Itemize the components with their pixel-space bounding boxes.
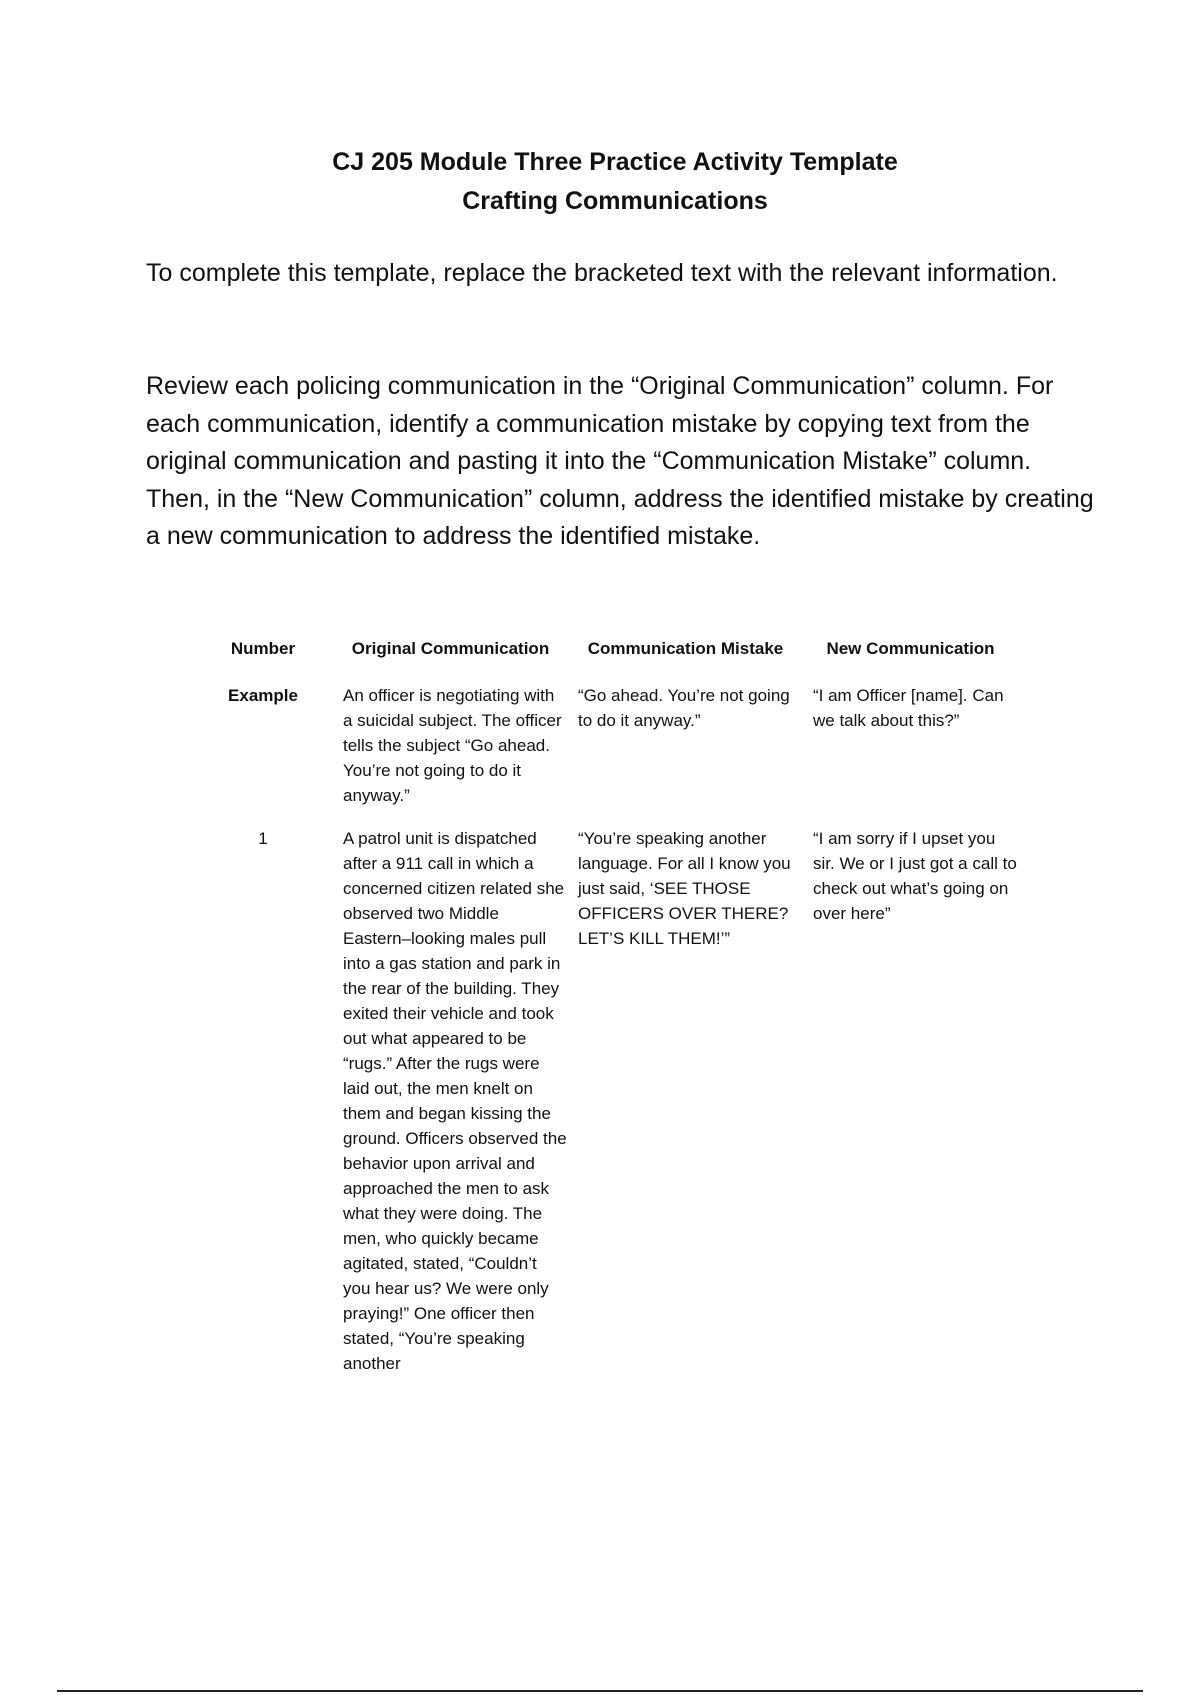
communications-table [193, 636, 1018, 1394]
instruction-paragraph-2: Review each policing communication in the “Original Communication” column. For each communication, identify a communication mistake by copying text from the original communication and pasting it into the “Communication Mistake” column. Then, in the “New Communication” column, address the identified mistake by creating a new communication to address the identified mistake. [146, 372, 1094, 550]
original-communication-cell[interactable]: A patrol unit is dispatched after a 911 call in which a concerned citizen related she observed two Middle Eastern–looking males pull into a gas station and park in the rear of the building. They exited their vehicle and took out what appeared to be “rugs.” After the rugs were laid out, the men knelt on them and began kissing the ground. Officers observed the behavior upon arrival and approached the men to ask what they were doing. The men, who quickly became agitated, stated, “Couldn’t you hear us? We were only praying!” One officer then stated, “You’re speaking another [343, 829, 567, 1373]
communication-mistake-cell[interactable]: “Go ahead. You’re not going to do it anyway.” [578, 686, 790, 730]
header-number: Number [230, 639, 296, 658]
page-footer-divider [57, 1690, 1143, 1692]
new-communication-cell[interactable]: “I am sorry if I upset you sir. We or I just got a call to check out what’s going on over here” [813, 829, 1017, 923]
new-communication-cell[interactable]: “I am Officer [name]. Can we talk about this?” [813, 686, 1004, 730]
table-header-row [193, 636, 1018, 683]
original-communication-cell[interactable]: An officer is negotiating with a suicidal subject. The officer tells the subject “Go ahead. You’re not going to do it anyway.” [343, 686, 562, 805]
header-new-communication: New Communication [826, 639, 995, 658]
header-communication-mistake: Communication Mistake [587, 639, 784, 658]
row-number-cell: 1 [258, 829, 268, 848]
page-title [0, 143, 1200, 221]
table-row [193, 826, 1018, 1394]
title-line-1: CJ 205 Module Three Practice Activity Template [332, 148, 898, 176]
instruction-paragraph-1: To complete this template, replace the bracketed text with the relevant information. [146, 259, 1058, 287]
table-row [193, 683, 1018, 826]
header-original-communication: Original Communication [351, 639, 550, 658]
communication-mistake-cell[interactable]: “You’re speaking another language. For all I know you just said, ‘SEE THOSE OFFICERS OVER THERE? LET’S KILL THEM!’” [578, 829, 791, 948]
title-line-2: Crafting Communications [462, 187, 768, 215]
row-number-cell: Example [228, 686, 298, 705]
